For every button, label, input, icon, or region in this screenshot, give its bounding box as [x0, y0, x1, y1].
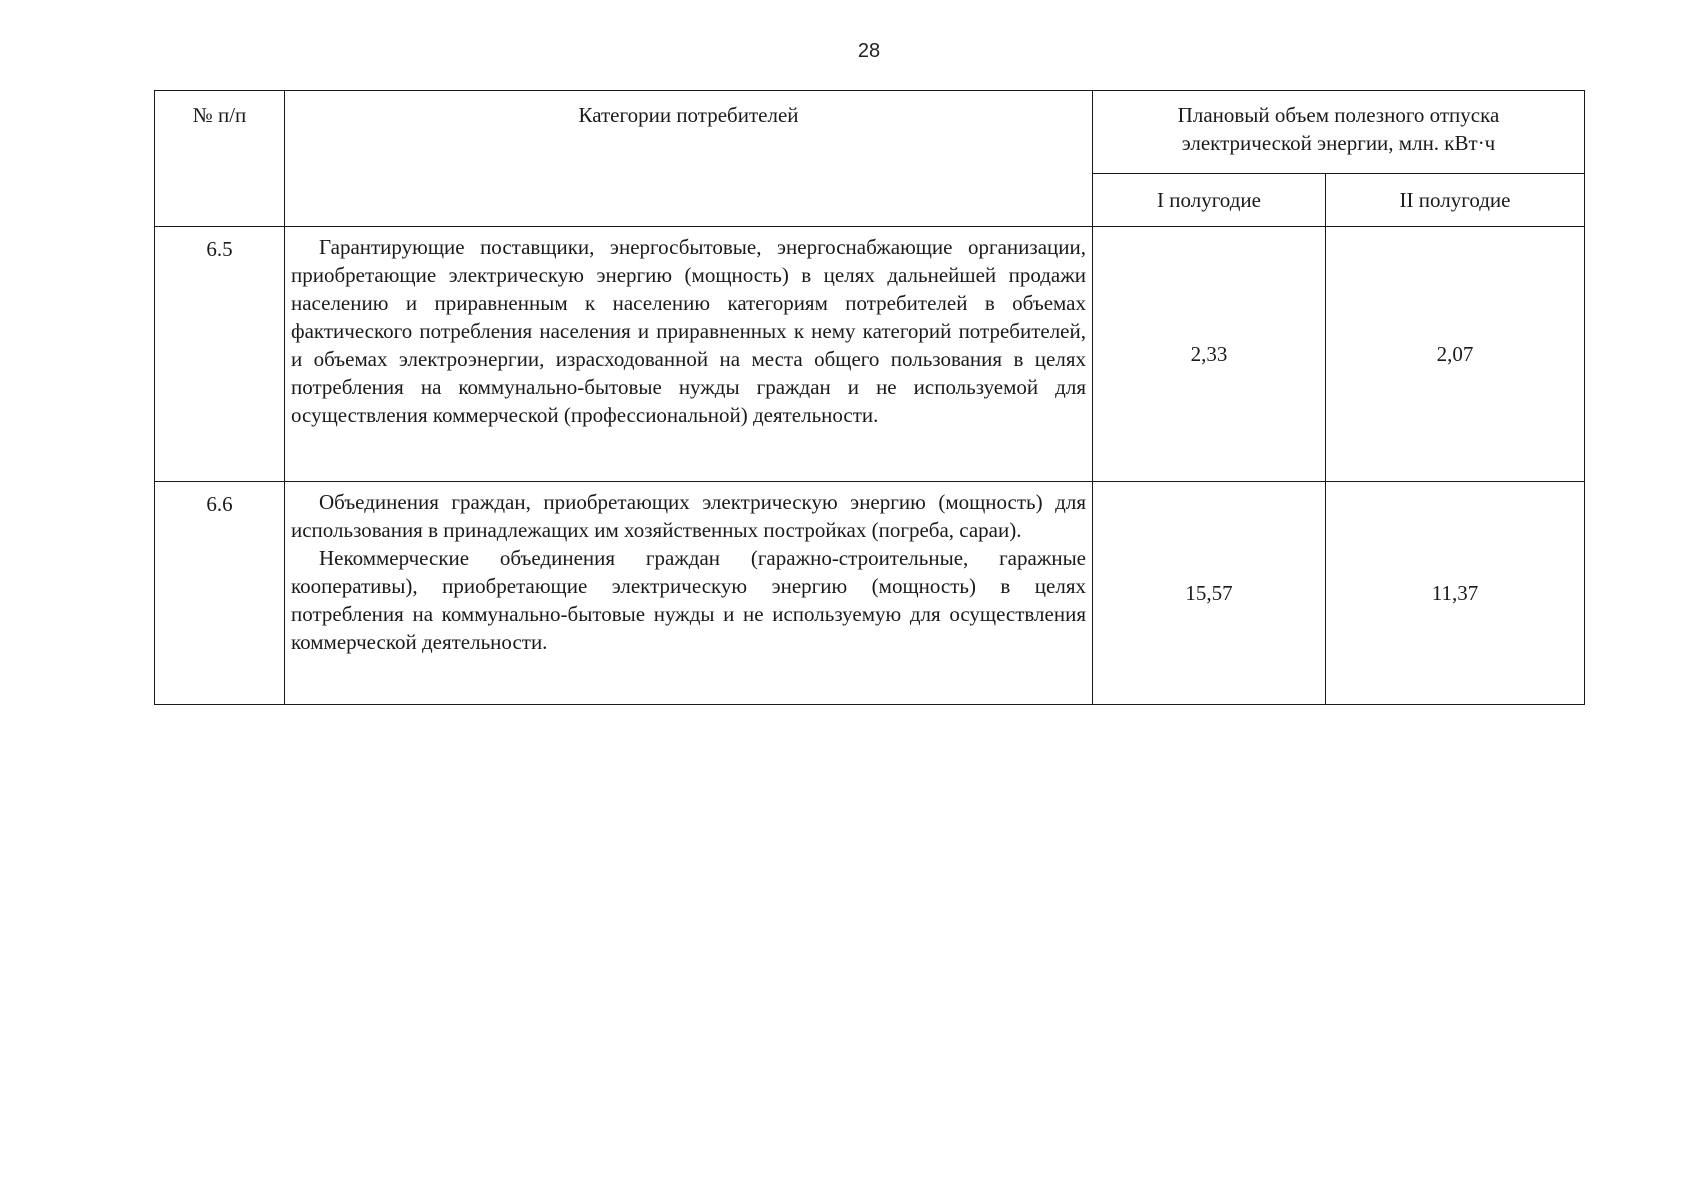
table-header [155, 91, 1585, 227]
row-category [285, 227, 1093, 482]
row-second-half-value: 11,37 [1326, 482, 1585, 705]
consumption-table [154, 90, 1585, 705]
header-number: № п/п [155, 91, 285, 227]
row-category [285, 482, 1093, 705]
row-category-paragraph: Объединения граждан, приобретающих электрическую энергию (мощность) для использования в принадлежащих им хозяйственных постройках (погреба, сараи). [291, 490, 1086, 542]
header-planned-volume-line2: электрической энергии, млн. кВт·ч [1181, 131, 1496, 155]
table-row [155, 227, 1585, 482]
header-planned-volume [1093, 91, 1585, 174]
table-body [155, 227, 1585, 705]
header-row-top [155, 91, 1585, 174]
row-first-half-value: 15,57 [1093, 482, 1326, 705]
row-number: 6.5 [155, 227, 285, 482]
consumption-table-container [154, 90, 1584, 705]
table-row [155, 482, 1585, 705]
header-planned-volume-line1: Плановый объем полезного отпуска [1177, 103, 1500, 127]
header-first-half: I полугодие [1093, 174, 1326, 227]
row-category-paragraph: Гарантирующие поставщики, энергосбытовые, энергоснабжающие организации, приобретающие электрическую энергию (мощность) в целях дальнейшей продажи населению и приравненным к населению категориям потребителей в объемах фактического потребления населения и приравненных к нему категорий потребителей, и объемах электроэнергии, израсходованной на места общего пользования в целях потребления на коммунально-бытовые нужды граждан и не используемой для осуществления коммерческой (профессиональной) деятельности. [291, 235, 1086, 427]
page-number: 28 [857, 40, 881, 62]
row-category-paragraph: Некоммерческие объединения граждан (гаражно-строительные, гаражные кооперативы), приобретающие электрическую энергию (мощность) в целях потребления на коммунально-бытовые нужды и не используемую для осуществления коммерческой деятельности. [291, 546, 1086, 654]
header-category: Категории потребителей [285, 91, 1093, 227]
row-second-half-value: 2,07 [1326, 227, 1585, 482]
row-number: 6.6 [155, 482, 285, 705]
header-second-half: II полугодие [1326, 174, 1585, 227]
row-first-half-value: 2,33 [1093, 227, 1326, 482]
